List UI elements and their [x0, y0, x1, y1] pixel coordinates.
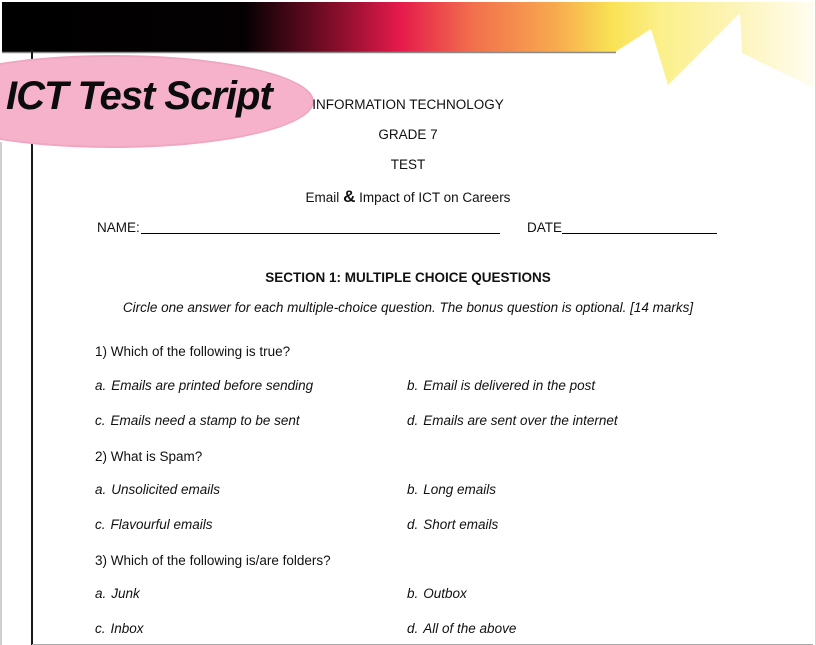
option-2c — [95, 516, 213, 534]
option-2c-label: c. — [95, 517, 106, 532]
question-2-number: 2) — [95, 449, 108, 464]
option-1c-label: c. — [95, 413, 106, 428]
header-line-topic — [0, 188, 816, 207]
question-2-text: What is Spam? — [110, 449, 203, 464]
question-1-number: 1) — [95, 344, 108, 359]
option-2c-text: Flavourful emails — [110, 517, 213, 532]
option-1d — [407, 412, 618, 430]
option-3c-label: c. — [95, 621, 106, 636]
option-3a-text: Junk — [111, 586, 140, 601]
page-title: ICT Test Script — [6, 74, 272, 118]
option-3a — [95, 585, 140, 603]
question-3-text: Which of the following is/are folders? — [110, 553, 331, 568]
option-2d-text: Short emails — [423, 517, 499, 532]
option-3b-label: b. — [407, 586, 419, 601]
option-3a-label: a. — [95, 586, 107, 601]
option-3d-text: All of the above — [423, 621, 517, 636]
option-3b — [407, 585, 467, 603]
option-2a — [95, 481, 220, 499]
section-instruction: Circle one answer for each multiple-choice question. The bonus question is optional. [14 marks] — [122, 300, 694, 315]
option-1c-text: Emails need a stamp to be sent — [110, 413, 300, 428]
option-1d-label: d. — [407, 413, 419, 428]
option-2b-label: b. — [407, 482, 419, 497]
option-1d-text: Emails are sent over the internet — [423, 413, 618, 428]
name-blank-line — [141, 233, 500, 234]
option-3d-label: d. — [407, 621, 419, 636]
question-2 — [95, 448, 202, 466]
option-3b-text: Outbox — [423, 586, 467, 601]
question-1-text: Which of the following is true? — [110, 344, 291, 359]
date-label: DATE — [527, 220, 563, 235]
option-1b — [407, 377, 595, 395]
header-line-subject-area: INFORMATION TECHNOLOGY — [312, 97, 504, 112]
option-3c-text: Inbox — [110, 621, 144, 636]
option-1b-label: b. — [407, 378, 419, 393]
name-label: NAME: — [97, 220, 140, 235]
topic-ampersand: & — [343, 187, 356, 206]
question-1 — [95, 343, 290, 361]
date-blank-line — [562, 233, 717, 234]
option-2b-text: Long emails — [423, 482, 497, 497]
topic-after: Impact of ICT on Careers — [359, 190, 511, 205]
option-3c — [95, 620, 144, 638]
option-2a-text: Unsolicited emails — [111, 482, 221, 497]
page-left-border — [0, 142, 2, 645]
header-line-grade: GRADE 7 — [378, 127, 438, 142]
option-2d — [407, 516, 498, 534]
option-1b-text: Email is delivered in the post — [423, 378, 596, 393]
option-2a-label: a. — [95, 482, 107, 497]
question-3-number: 3) — [95, 553, 108, 568]
option-1a — [95, 377, 313, 395]
option-2b — [407, 481, 496, 499]
option-1c — [95, 412, 300, 430]
section-title: SECTION 1: MULTIPLE CHOICE QUESTIONS — [265, 270, 551, 285]
option-1a-text: Emails are printed before sending — [111, 378, 314, 393]
question-3 — [95, 552, 331, 570]
option-1a-label: a. — [95, 378, 107, 393]
option-2d-label: d. — [407, 517, 419, 532]
topic-before: Email — [305, 190, 340, 205]
header-line-test: TEST — [390, 157, 426, 172]
option-3d — [407, 620, 516, 638]
